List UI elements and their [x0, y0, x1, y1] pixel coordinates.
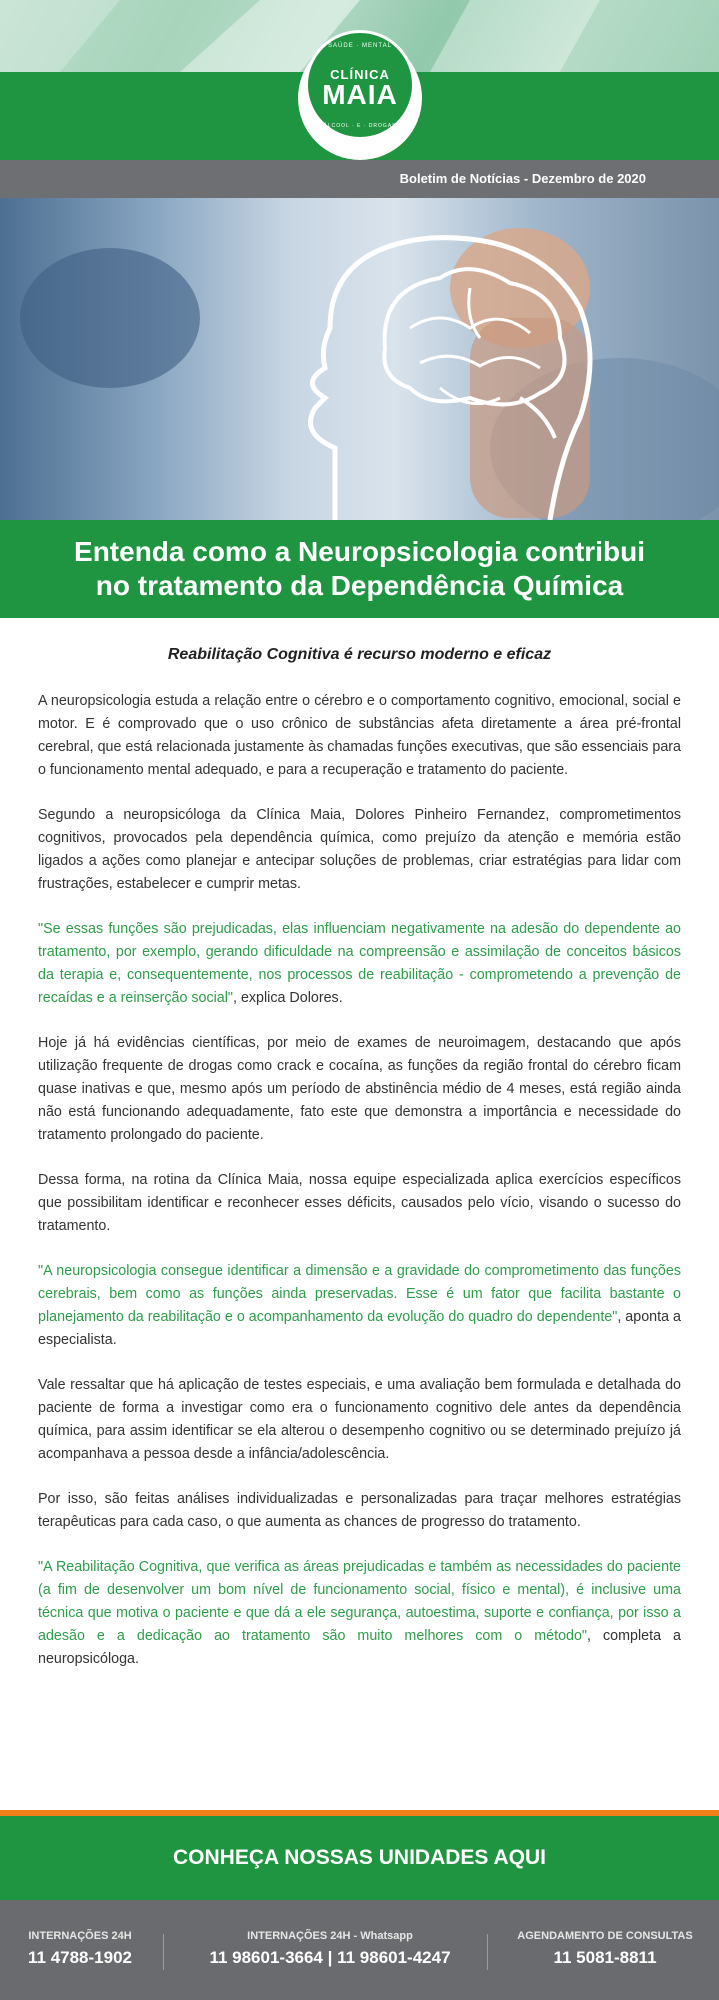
logo-top-text: SAÚDE · MENTAL	[328, 43, 392, 49]
paragraph-5: Dessa forma, na rotina da Clínica Maia, nossa equipe especializada aplica exercícios específicos que possibilitam identificar e reconhecer esses déficits, causados pelo vício, visando o sucesso do tratamento.	[38, 1172, 681, 1234]
header	[0, 0, 719, 160]
brain-illustration	[0, 198, 719, 520]
paragraph-4: Hoje já há evidências científicas, por meio de exames de neuroimagem, destacando que após utilização frequente de drogas como crack e cocaína, as funções da região frontal do cérebro ficam quase inativas e que, mesmo após um período de abstinência médio de 4 meses, está região ainda não está funcionando adequadamente, fato este que demonstra a importância e necessidade do tratamento prolongado do paciente.	[38, 1035, 681, 1143]
quote-1-attribution: , explica Dolores.	[233, 990, 343, 1006]
paragraph-7: Vale ressaltar que há aplicação de testes especiais, e uma avaliação bem formulada e detalhada do paciente de forma a investigar como era o funcionamento cognitivo dele antes da dependência química, para assim identificar se ela alterou o desempenho cognitivo ou se determinado prejuízo já acompanhava a pessoa desde a infância/adolescência.	[38, 1377, 681, 1462]
footer-label-2: INTERNAÇÕES 24H - Whatsapp	[247, 1930, 413, 1942]
footer-col-internacoes[interactable]	[0, 1930, 160, 1968]
footer-contacts	[0, 1900, 719, 2000]
article-subtitle: Reabilitação Cognitiva é recurso moderno e eficaz	[167, 646, 552, 663]
footer-phone-1[interactable]: 11 4788-1902	[28, 1948, 132, 1967]
paragraph-6	[38, 1260, 681, 1352]
paragraph-2: Segundo a neuropsicóloga da Clínica Maia, Dolores Pinheiro Fernandez, comprometimentos cognitivos, provocados pela dependência química, como prejuízo da atenção e memória estão ligados a ações como planejar e antecipar soluções de problemas, criar estratégias para lidar com frustrações, estabelecer e cumprir metas.	[38, 807, 681, 892]
footer-phone-3[interactable]: 11 5081-8811	[553, 1948, 657, 1967]
bulletin-date: Boletim de Notícias - Dezembro de 2020	[0, 160, 719, 198]
article-body	[0, 690, 719, 1671]
footer-label-3: AGENDAMENTO DE CONSULTAS	[517, 1930, 693, 1942]
paragraph-9	[38, 1556, 681, 1671]
logo-clinica-text: CLÍNICA	[330, 67, 390, 82]
footer-phone-2[interactable]: 11 98601-3664 | 11 98601-4247	[209, 1948, 451, 1967]
footer-divider-1	[163, 1934, 164, 1970]
quote-2-attribution: , aponta a especialista.	[38, 1309, 681, 1348]
title-line-1: Entenda como a Neuropsicologia contribui	[74, 536, 645, 567]
footer-label-1: INTERNAÇÕES 24H	[28, 1930, 132, 1942]
logo-maia-text: MAIA	[322, 79, 398, 110]
footer-col-agendamento[interactable]	[495, 1930, 715, 1968]
quote-1: "Se essas funções são prejudicadas, elas influenciam negativamente na adesão do dependente ao tratamento, por exemplo, gerando dificuldade na compreensão e assimilação de conceitos básicos da terapia e, consequentemente, nos processos de reabilitação - comprometendo a prevenção de recaídas e a reinserção social"	[38, 921, 681, 1006]
article-title	[0, 520, 719, 618]
quote-3: "A Reabilitação Cognitiva, que verifica as áreas prejudicadas e também as necessidades do paciente (a fim de desenvolver um bom nível de funcionamento social, físico e mental), é inclusive uma técnica que motiva o paciente e que dá a ele segurança, autoestima, suporte e confiança, por isso a adesão e a dedicação ao tratamento são muito melhores com o método"	[38, 1559, 681, 1644]
clinic-logo[interactable]	[305, 30, 415, 140]
paragraph-8: Por isso, são feitas análises individualizadas e personalizadas para traçar melhores estratégias terapêuticas para cada caso, o que aumenta as chances de progresso do tratamento.	[38, 1491, 681, 1530]
quote-2: "A neuropsicologia consegue identificar a dimensão e a gravidade do comprometimento das funções cerebrais, bem como as funções ainda preservadas. Esse é um fator que facilita bastante o planejamento da reabilitação e o acompanhamento da evolução do quadro do dependente"	[38, 1263, 681, 1325]
footer-divider-2	[487, 1934, 488, 1970]
paragraph-3	[38, 918, 681, 1010]
units-cta-button[interactable]: CONHEÇA NOSSAS UNIDADES AQUI	[0, 1816, 719, 1900]
title-line-2: no tratamento da Dependência Química	[95, 570, 624, 601]
hero-image	[0, 198, 719, 520]
footer-col-whatsapp[interactable]	[170, 1930, 490, 1968]
logo-bottom-text: ÁLCOOL · E · DROGAS	[323, 123, 397, 129]
paragraph-1: A neuropsicologia estuda a relação entre o cérebro e o comportamento cognitivo, emocional, social e motor. E é comprovado que o uso crônico de substâncias afeta diretamente a área pré-frontal cerebral, que está relacionada justamente às chamadas funções executivas, que são essenciais para o funcionamento mental adequado, e para a recuperação e tratamento do paciente.	[38, 693, 681, 778]
quote-3-attribution: , completa a neuropsicóloga.	[38, 1628, 681, 1667]
